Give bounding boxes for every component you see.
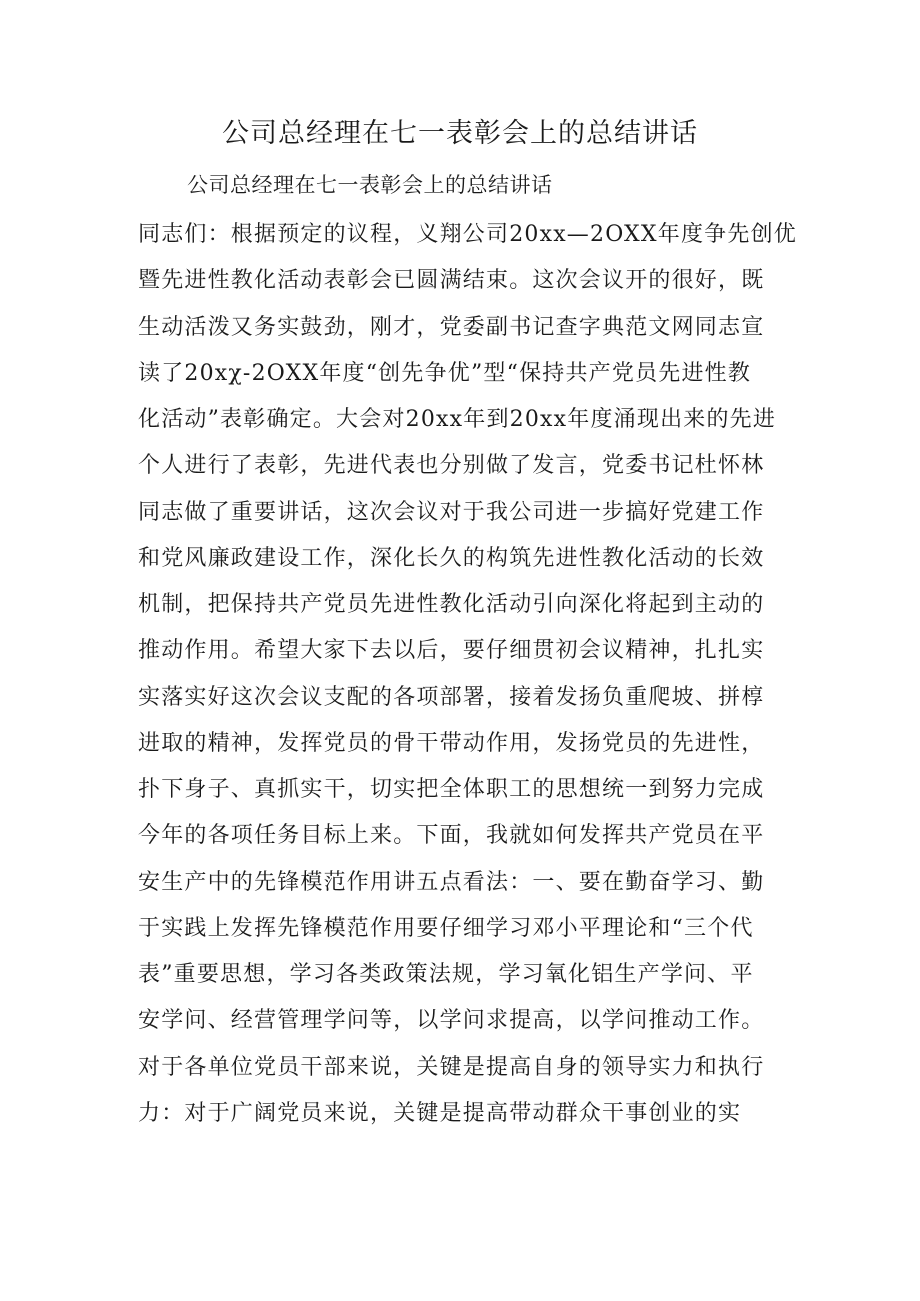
body-line: 表”重要思想，学习各类政策法规，学习氧化铝生产学问、平	[138, 962, 754, 987]
body-line: 读了20xχ-2OXX年度“创先争优”型“保持共产党员先进性教	[138, 360, 752, 386]
document-body	[138, 212, 798, 1137]
body-line: 今年的各项任务目标上来。下面，我就如何发挥共产党员在平	[138, 823, 765, 849]
body-line: 暨先进性教化活动表彰会已圆满结束。这次会议开的很好，既	[138, 268, 765, 294]
body-line: 对于各单位党员干部来说，关键是提高自身的领导实力和执行	[138, 1054, 765, 1080]
body-line: 推动作用。希望大家下去以后，要仔细贯初会议精神，扎扎实	[138, 638, 765, 664]
body-line: 于实践上发挥先锋模范作用要仔细学习邓小平理论和“三个代	[138, 915, 754, 941]
body-line: 同志做了重要讲话，这次会议对于我公司进一步搞好党建工作	[138, 499, 765, 525]
body-line: 和党风廉政建设工作，深化长久的构筑先进性教化活动的长效	[138, 545, 765, 571]
body-line: 实落实好这次会议支配的各项部署，接着发扬负重爬坡、拼椁	[138, 684, 765, 710]
body-line: 生动活泼又务实鼓劲，刚才，党委副书记查字典范文网同志宣	[138, 314, 765, 340]
document-subtitle: 公司总经理在七一表彰会上的总结讲话	[187, 173, 553, 197]
body-line: 进取的精神，发挥党员的骨干带动作用，发扬党员的先进性，	[138, 730, 765, 756]
body-line: 机制，把保持共产党员先进性教化活动引向深化将起到主动的	[138, 592, 765, 617]
body-line: 安生产中的先锋模范作用讲五点看法：一、要在勤奋学习、勤	[138, 869, 765, 895]
body-line: 力：对于广阔党员来说，关键是提高带动群众干事创业的实	[138, 1100, 742, 1126]
body-line: 同志们：根据预定的议程，义翔公司20xx—2OXX年度争先创优	[138, 222, 797, 247]
document-title: 公司总经理在七一表彰会上的总结讲话	[222, 118, 698, 149]
body-line: 化活动”表彰确定。大会对20xx年到20xx年度涌现出来的先进	[138, 407, 777, 432]
body-line: 扑下身子、真抓实干，切实把全体职工的思想统一到努力完成	[138, 777, 765, 802]
body-line: 个人进行了表彰，先进代表也分别做了发言，党委书记杜怀林	[138, 453, 765, 479]
body-line: 安学问、经营管理学问等，以学问求提高，以学问推动工作。	[138, 1008, 765, 1034]
